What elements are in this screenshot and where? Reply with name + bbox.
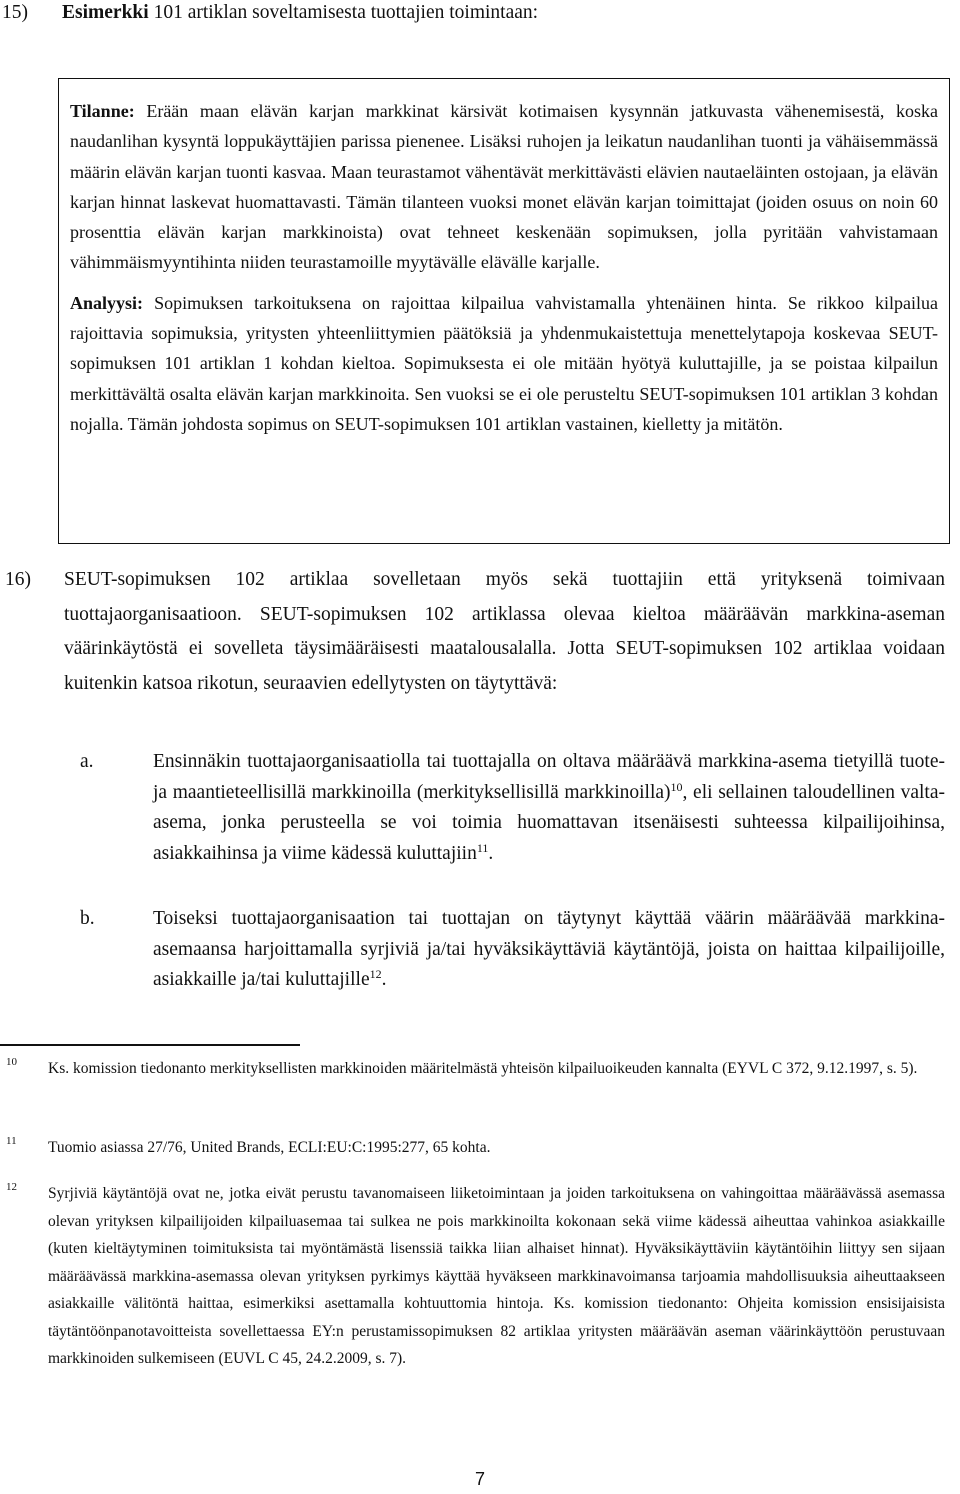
- footnote-separator: [0, 1044, 300, 1046]
- example-box: [58, 78, 950, 544]
- page-number: 7: [474, 1469, 485, 1489]
- footnote-text: Tuomio asiassa 27/76, United Brands, ECLI:EU:C:1995:277, 65 kohta.: [48, 1139, 491, 1156]
- list-item-text-part: Ensinnäkin tuottajaorganisaatiolla tai tuottajalla on oltava määräävä markkina-asema tietyillä tuote- ja maantieteellisillä markkinoilla (merkityksellisillä markkinoilla): [153, 751, 945, 803]
- list-item-text-part: .: [381, 969, 387, 990]
- paragraph-text: SEUT-sopimuksen 102 artiklaa sovelletaan myös sekä tuottajiin että yrityksenä toimivaan tuottajaorganisaatioon. SEUT-sopimuksen 102 artiklassa olevaa kieltoa määräävän markkina-aseman väärinkäytöstä ei sovelleta täysimääräisesti maatalousalalla. Jotta SEUT-sopimuksen 102 artiklaa voidaan kuitenkin katsoa rikotun, seuraavien edellytysten on täytyttävä:: [64, 569, 945, 694]
- list-item-text-part: , eli sellainen taloudellinen valta-asema, jonka perusteella se voi toimia huomattavan itsenäisesti suhteessa kilpailijoihinsa, asiakkaihinsa ja viime kädessä kuluttajiin: [153, 781, 945, 864]
- section-number: 15): [2, 2, 28, 23]
- analysis-label: Analyysi:: [70, 292, 144, 313]
- list-item-label: a.: [80, 751, 94, 772]
- footnote-ref-12[interactable]: 12: [369, 967, 382, 981]
- list-item-text: [153, 747, 945, 869]
- analysis-paragraph: [70, 288, 938, 439]
- footnote-number: 11: [6, 1135, 17, 1147]
- footnote-number: 12: [6, 1181, 17, 1193]
- footnote-10: [0, 1055, 945, 1083]
- section-heading-15: [2, 0, 538, 26]
- list-item-a: [80, 747, 945, 869]
- list-item-text-part: .: [488, 842, 494, 864]
- paragraph-number: 16): [5, 569, 31, 590]
- situation-paragraph: [70, 96, 938, 278]
- footnote-11: [0, 1134, 945, 1162]
- analysis-text: Sopimuksen tarkoituksena on rajoittaa kilpailua vahvistamalla yhtenäinen hinta. Se rikkoo kilpailua rajoittavia sopimuksia, yritysten yhteenliittymien päätöksiä ja yhdenmukaistettuja menettelytapoja koskevaa SEUT-sopimuksen 101 artiklan 1 kohdan kieltoa. Sopimuksesta ei ole mitään hyötyä kuluttajille, ja se poistaa kilpailun merkittävältä osalta elävän karjan markkinoita. Sen vuoksi se ei ole perusteltu SEUT-sopimuksen 101 artiklan 3 kohdan nojalla. Tämän johdosta sopimus on SEUT-sopimuksen 101 artiklan vastainen, kielletty ja mitätön.: [70, 292, 938, 434]
- footnote-text: Syrjiviä käytäntöjä ovat ne, jotka eivät perustu tavanomaiseen liiketoimintaan ja joiden tarkoituksena on vahingoittaa määräävässä asemassa olevan yrityksen kilpailijoiden kilpailuasemaa tai sulkea ne pois markkinoilta kokonaan sekä viime kädessä aiheuttaa vahinkoa asiakkaille (kuten kieltäytyminen toimituksista tai myöntämästä lisenssiä taikka liian alhaiset hinnat). Hyväksikäyttäviin käytäntöihin liittyy sen sijaan määräävässä markkina-asemassa olevan yrityksen pyrkimys käyttää hyväkseen markkinavoimansa tarjoamia mahdollisuuksia aiheuttaakseen asiakkaille välitöntä haittaa, esimerkiksi asettamalla kohtuuttomia hintoja. Ks. komission tiedonanto: Ohjeita komission ensisijaisista täytäntöönpanotavoitteista sovellettaessa EY:n perustamissopimuksen 82 artiklaa yritysten määräävän aseman väärinkäyttöön perustuvaan markkinoiden sulkemiseen (EUVL C 45, 24.2.2009, s. 7).: [48, 1185, 945, 1367]
- footnote-12: [0, 1180, 945, 1373]
- list-item-text: [153, 904, 945, 996]
- footnote-ref-11[interactable]: 11: [476, 840, 489, 855]
- section-title-rest: 101 artiklan soveltamisesta tuottajien toimintaan:: [148, 2, 539, 23]
- list-item-text-part: Toiseksi tuottajaorganisaation tai tuottajan on täytynyt käyttää väärin määräävää markkina-asemaansa harjoittamalla syrjiviä ja/tai hyväksikäyttäviä käytäntöjä, joista on haittaa kilpailijoille, asiakkaille ja/tai kuluttajille: [153, 908, 945, 990]
- footnote-text: Ks. komission tiedonanto merkityksellisten markkinoiden määritelmästä yhteisön kilpailuoikeuden kannalta (EYVL C 372, 9.12.1997, s. 5).: [48, 1060, 918, 1077]
- footnote-number: 10: [6, 1056, 17, 1068]
- list-item-b: [80, 904, 945, 996]
- situation-text: Erään maan elävän karjan markkinat kärsivät kotimaisen kysynnän jatkuvasta vähenemisestä, koska naudanlihan kysyntä loppukäyttäjien parissa pienenee. Lisäksi ruhojen ja leikatun naudanlihan tuonti ja vähäisemmässä määrin elävän karjan tuonti kasvaa. Maan teurastamot vähentävät merkittävästi elävien nautaeläinten ostojaan, ja elävän karjan hinnat laskevat huomattavasti. Tämän tilanteen vuoksi monet elävän karjan toimittajat (joiden osuus on noin 60 prosenttia elävän karjan markkinoista) ovat tehneet keskenään sopimuksen, jolla pyritään vahvistamaan vähimmäismyyntihinta niiden teurastamoille myytävälle elävälle karjalle.: [70, 101, 938, 273]
- situation-label: Tilanne:: [70, 101, 135, 121]
- section-title: [62, 2, 538, 23]
- section-title-bold: Esimerkki: [62, 2, 149, 23]
- section-paragraph-16: [5, 563, 945, 701]
- footnote-ref-10[interactable]: 10: [670, 779, 683, 794]
- list-item-label: b.: [80, 908, 95, 929]
